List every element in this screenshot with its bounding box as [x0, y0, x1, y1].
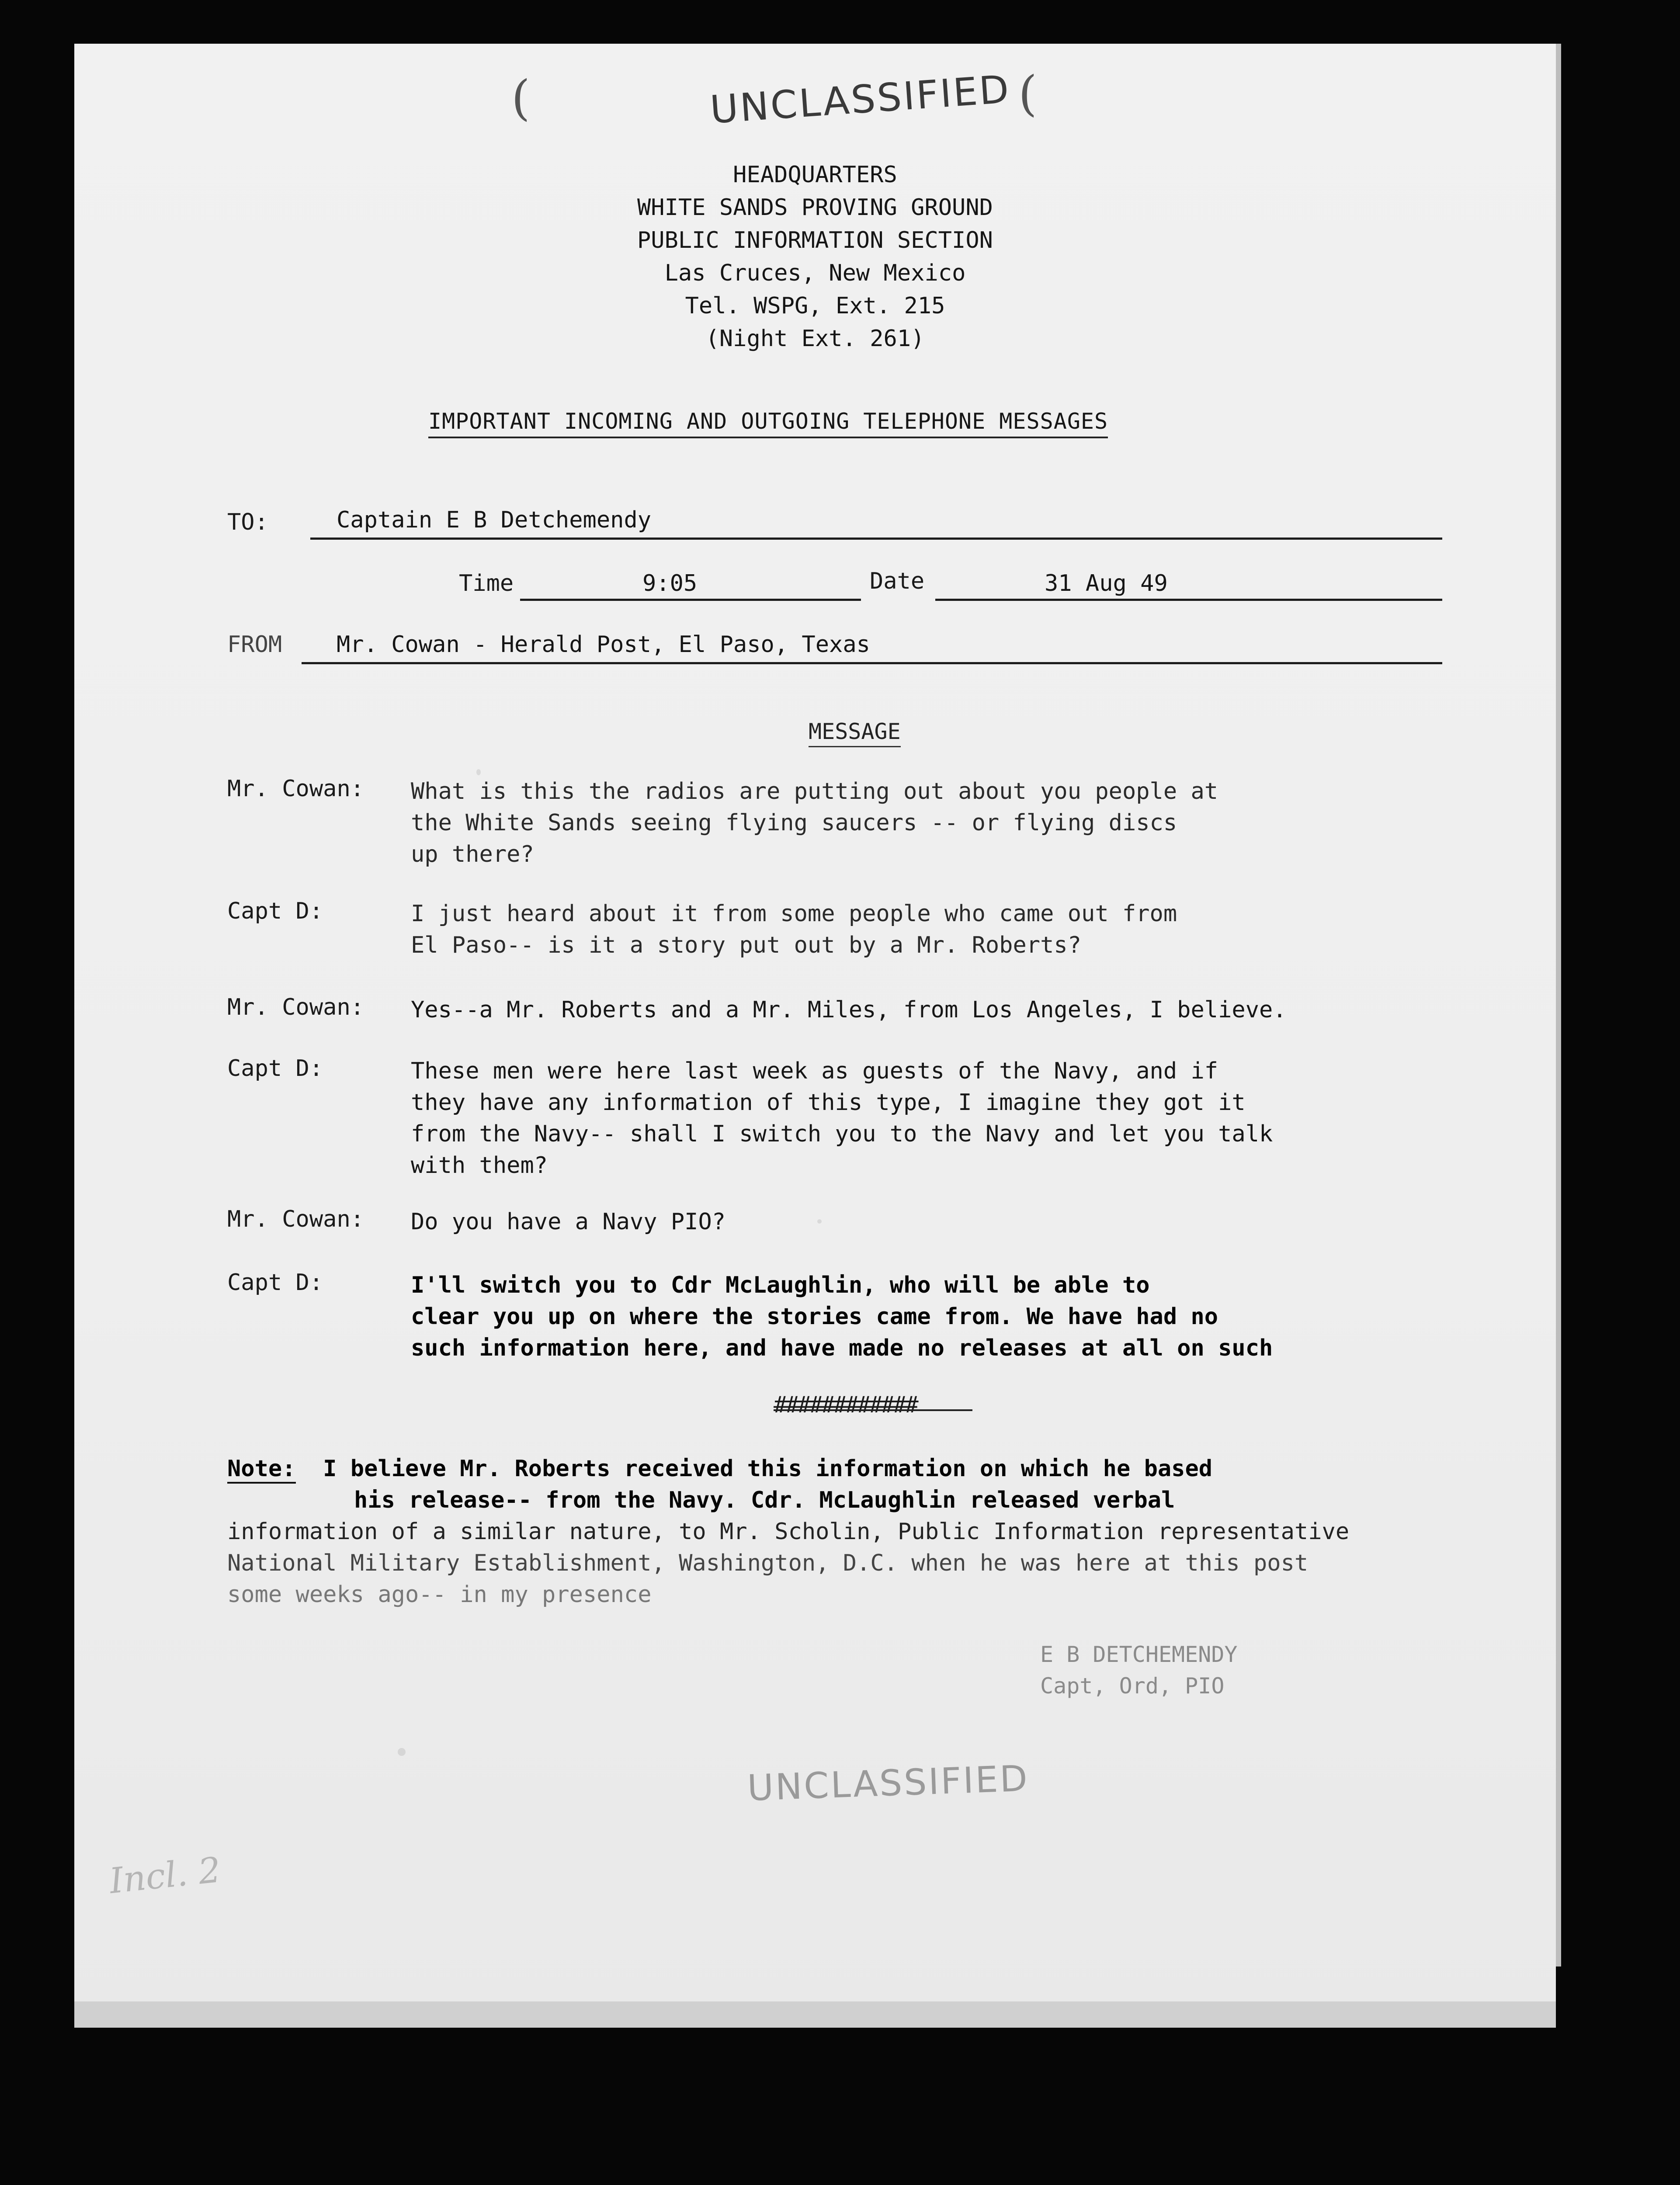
- ink-speck: [817, 1219, 822, 1224]
- speech-line: up there?: [411, 841, 534, 867]
- end-of-message-mark: ############: [774, 1392, 917, 1418]
- letterhead-line: WHITE SANDS PROVING GROUND: [637, 194, 993, 221]
- speech-line: I just heard about it from some people who came out from: [411, 901, 1177, 927]
- speech-line: These men were here last week as guests of the Navy, and if: [411, 1058, 1218, 1084]
- signature-name: E B DETCHEMENDY: [1040, 1642, 1238, 1667]
- speaker-label: Mr. Cowan:: [227, 1206, 364, 1232]
- speech-line: Yes--a Mr. Roberts and a Mr. Miles, from Los Angeles, I believe.: [411, 997, 1287, 1023]
- date-underline: [935, 599, 1442, 601]
- note-line: his release-- from the Navy. Cdr. McLaughlin released verbal: [354, 1487, 1175, 1513]
- speech-line: such information here, and have made no releases at all on such: [411, 1335, 1273, 1361]
- time-value: 9:05: [642, 570, 698, 597]
- to-underline: [310, 538, 1442, 540]
- speaker-label: Capt D:: [227, 1269, 323, 1296]
- speaker-label: Mr. Cowan:: [227, 776, 364, 802]
- time-label: Time: [459, 570, 514, 597]
- speech-line: the White Sands seeing flying saucers -- or flying discs: [411, 810, 1177, 836]
- speaker-label: Capt D:: [227, 1055, 323, 1082]
- speech-line: clear you up on where the stories came from. We have had no: [411, 1304, 1218, 1330]
- date-value: 31 Aug 49: [1045, 570, 1168, 597]
- date-label: Date: [870, 568, 925, 594]
- speech-line: I'll switch you to Cdr McLaughlin, who will be able to: [411, 1272, 1150, 1298]
- letterhead-line: Las Cruces, New Mexico: [664, 260, 966, 286]
- ink-speck: [476, 769, 481, 775]
- form-title: IMPORTANT INCOMING AND OUTGOING TELEPHONE MESSAGES: [428, 409, 1108, 438]
- note-block: [227, 1453, 1349, 1610]
- note-line: some weeks ago-- in my presence: [227, 1582, 652, 1608]
- letterhead-line: Tel. WSPG, Ext. 215: [685, 293, 945, 319]
- message-heading: MESSAGE: [809, 719, 901, 747]
- paper-edge: [1555, 44, 1561, 1966]
- letterhead-line: (Night Ext. 261): [705, 326, 925, 352]
- speech-text: [411, 1206, 725, 1238]
- speech-text: [411, 776, 1218, 870]
- from-label: FROM: [227, 631, 282, 658]
- stamp-bracket-left: (: [511, 70, 530, 126]
- note-line: National Military Establishment, Washington, D.C. when he was here at this post: [227, 1550, 1309, 1576]
- speaker-label: Capt D:: [227, 898, 323, 924]
- from-value: Mr. Cowan - Herald Post, El Paso, Texas: [337, 631, 870, 658]
- speech-text: [411, 994, 1287, 1026]
- speech-text: [411, 1269, 1273, 1364]
- end-mark-strikethrough: [774, 1409, 972, 1411]
- speech-line: Do you have a Navy PIO?: [411, 1209, 726, 1235]
- letterhead-line: HEADQUARTERS: [733, 162, 897, 188]
- speech-line: they have any information of this type, I imagine they got it: [411, 1089, 1246, 1116]
- handwritten-annotation: Incl. 2: [107, 1849, 223, 1902]
- speaker-label: Mr. Cowan:: [227, 994, 364, 1020]
- stamp-bracket-right: (: [1018, 66, 1037, 121]
- signature-block: [1040, 1639, 1238, 1702]
- letterhead-line: PUBLIC INFORMATION SECTION: [637, 227, 993, 253]
- speech-line: with them?: [411, 1152, 548, 1179]
- speech-line: from the Navy-- shall I switch you to the Navy and let you talk: [411, 1121, 1273, 1147]
- paper-sheet: [74, 44, 1556, 2028]
- to-label: TO:: [227, 509, 268, 535]
- note-line: information of a similar nature, to Mr. Scholin, Public Information representative: [227, 1519, 1350, 1545]
- classification-stamp-bottom: UNCLASSIFIED: [746, 1758, 1030, 1809]
- classification-stamp-top: UNCLASSIFIED: [708, 66, 1012, 132]
- time-underline: [520, 599, 861, 601]
- speech-line: El Paso-- is it a story put out by a Mr. Roberts?: [411, 932, 1082, 958]
- note-line: I believe Mr. Roberts received this information on which he based: [323, 1456, 1213, 1482]
- to-value: Captain E B Detchemendy: [337, 507, 652, 533]
- speech-text: [411, 898, 1177, 961]
- from-underline: [302, 662, 1442, 664]
- signature-title: Capt, Ord, PIO: [1040, 1673, 1225, 1699]
- ink-speck: [398, 1748, 406, 1756]
- note-label: Note:: [227, 1456, 296, 1484]
- page-bottom-shade: [74, 2001, 1556, 2028]
- speech-line: What is this the radios are putting out about you people at: [411, 778, 1218, 805]
- speech-text: [411, 1055, 1273, 1181]
